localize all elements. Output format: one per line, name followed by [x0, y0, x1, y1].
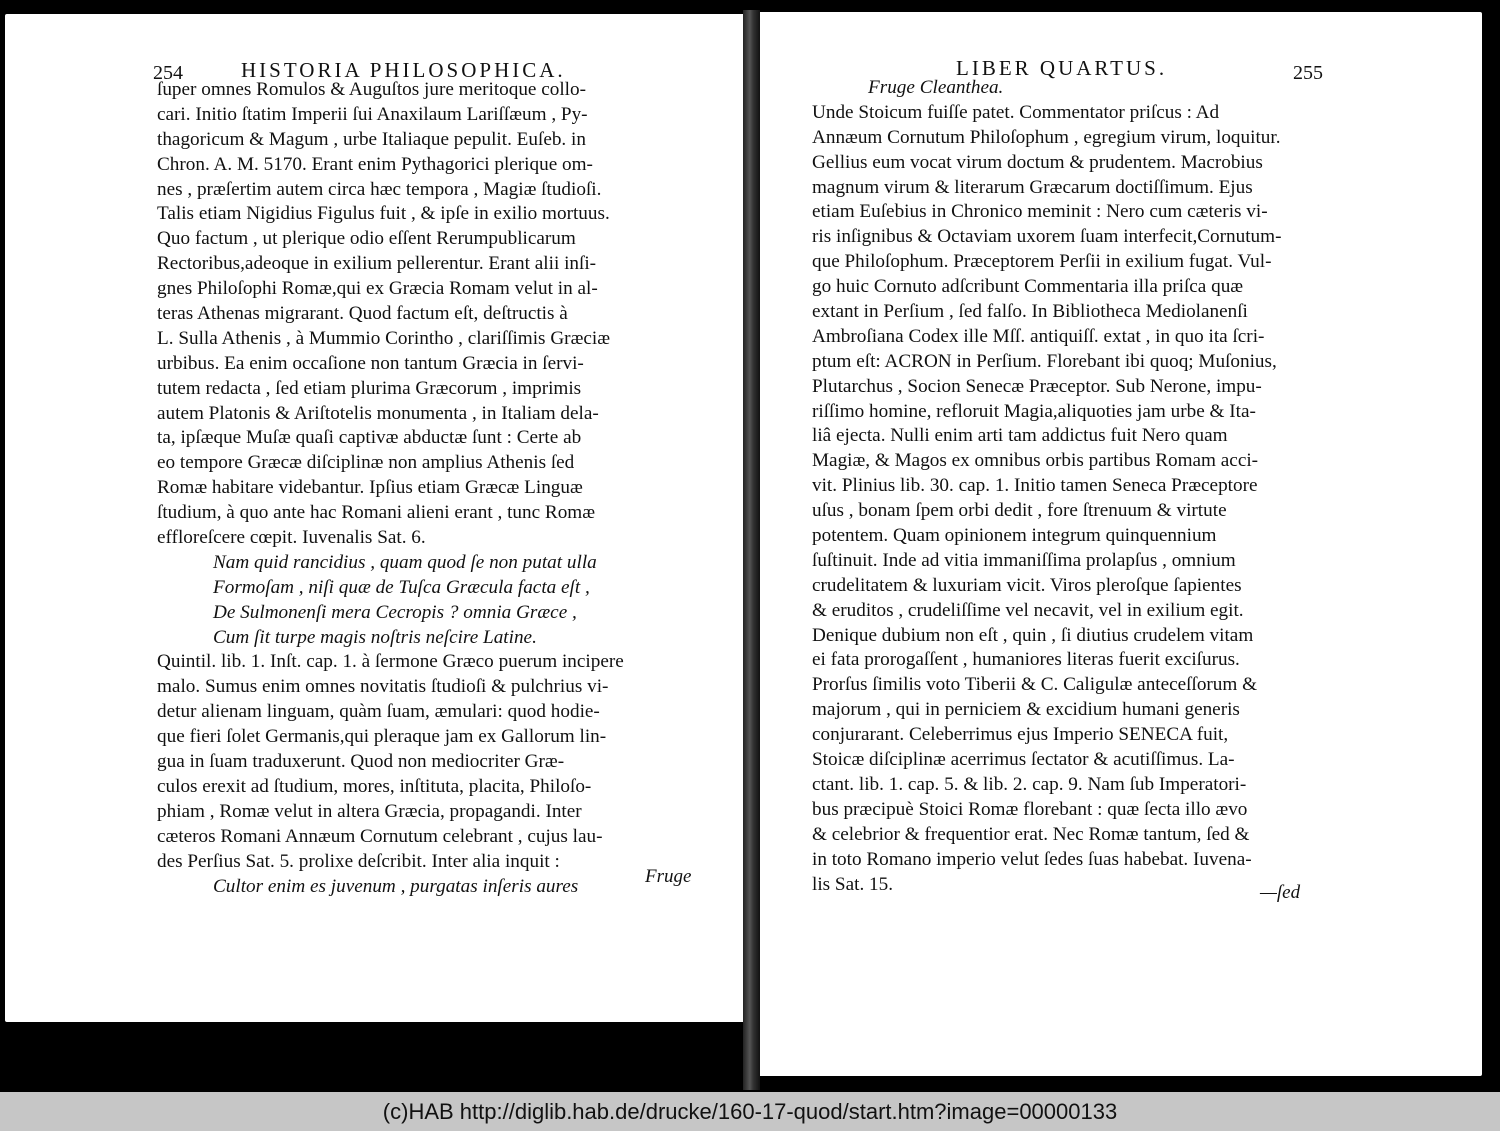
text-line: Quintil. lib. 1. Inſt. cap. 1. à ſermone Græco puerum incipere [157, 651, 624, 673]
right-page [760, 12, 1482, 1076]
text-line: De Sulmonenſi mera Cecropis ? omnia Græce , [213, 601, 577, 623]
text-line: & eruditos , crudeliſſime vel necavit, vel in exilium egit. [812, 599, 1244, 621]
text-line: malo. Sumus enim omnes novitatis ſtudioſi & pulchrius vi- [157, 676, 609, 698]
text-line: Magiæ, & Magos ex omnibus orbis partibus Romam acci- [812, 450, 1259, 472]
text-line: teras Athenas migrarant. Quod factum eſt, deſtructis à [157, 303, 568, 325]
text-line: Gellius eum vocat virum doctum & prudentem. Macrobius [812, 151, 1263, 173]
text-line: des Perſius Sat. 5. prolixe deſcribit. Inter alia inquit : [157, 850, 560, 872]
text-line: extant in Perſium , ſed falſo. In Bibliotheca Mediolanenſi [812, 301, 1248, 323]
text-line: cæteros Romani Annæum Cornutum celebrant , cujus lau- [157, 825, 603, 847]
text-line: Denique dubium non eſt , quin , ſi diutius crudelem vitam [812, 624, 1254, 646]
page-number: 254 [153, 62, 183, 84]
text-line: & celebrior & frequentior erat. Nec Romæ tantum, ſed & [812, 823, 1250, 845]
text-line: Unde Stoicum fuiſſe patet. Commentator priſcus : Ad [812, 101, 1220, 123]
text-line: crudelitatem & luxuriam vicit. Viros pleroſque ſapientes [812, 574, 1242, 596]
text-line: autem Platonis & Ariſtotelis monumenta , in Italiam dela- [157, 402, 599, 424]
text-line: gnes Philoſophi Romæ,qui ex Græcia Romam velut in al- [157, 278, 598, 300]
text-line: Cum ſit turpe magis noſtris neſcire Latine. [213, 626, 537, 648]
text-line: bus præcipuè Stoici Romæ florebant : quæ ſecta illo ævo [812, 798, 1248, 820]
text-line: Formoſam , niſi quæ de Tuſca Græcula facta eſt , [213, 576, 590, 598]
text-line: tutem redacta , ſed etiam plurima Græcorum , imprimis [157, 377, 582, 399]
text-line: Prorſus ſimilis voto Tiberii & C. Caligulæ anteceſſorum & [812, 674, 1258, 696]
text-line: conjurarant. Celeberrimus ejus Imperio SENECA fuit, [812, 724, 1229, 746]
text-line: phiam , Romæ velut in altera Græcia, propagandi. Inter [157, 800, 582, 822]
text-line: Quo factum , ut plerique odio eſſent Rerumpublicarum [157, 228, 576, 250]
catchword: —ſed [1260, 882, 1301, 903]
text-line: ei fata prorogaſſent , humaniores literas fuerit exciſurus. [812, 649, 1240, 671]
text-line: magnum virum & literarum Græcarum doctiſſimum. Ejus [812, 176, 1253, 198]
text-line: Rectoribus,adeoque in exilium pellerentur. Erant alii inſi- [157, 253, 597, 275]
text-line: vit. Plinius lib. 30. cap. 1. Initio tamen Seneca Præceptore [812, 475, 1258, 497]
text-line: ſtudium, à quo ante hac Romani alieni erant , tunc Romæ [157, 502, 596, 524]
text-line: lis Sat. 15. [812, 873, 894, 895]
book-spine [743, 10, 760, 1090]
text-line: ris inſignibus & Octaviam uxorem ſuam interfecit,Cornutum- [812, 226, 1282, 248]
text-line: gua in ſuam traduxerunt. Quod non mediocriter Græ- [157, 751, 565, 773]
text-block [812, 76, 1322, 897]
catchword: Fruge [645, 866, 692, 887]
text-line: ta, ipſæque Muſæ quaſi captivæ abductæ ſunt : Certe ab [157, 427, 582, 449]
text-line: Stoicæ diſciplinæ acerrimus ſectator & acutiſſimus. La- [812, 749, 1235, 771]
text-line: effloreſcere cœpit. Iuvenalis Sat. 6. [157, 527, 426, 549]
text-line: Nam quid rancidius , quam quod ſe non putat ulla [213, 551, 597, 573]
text-line: in toto Romano imperio velut ſedes ſuas habebat. Iuvena- [812, 848, 1252, 870]
text-line: L. Sulla Athenis , à Mummio Corintho , clariſſimis Græciæ [157, 327, 611, 349]
text-line: ſuper omnes Romulos & Auguſtos jure meritoque collo- [157, 79, 587, 100]
text-line: go huic Cornuto adſcribunt Commentaria illa priſca quæ [812, 276, 1244, 298]
text-line: riſſimo homine, refloruit Magia,aliquoties jam urbe & Ita- [812, 400, 1256, 422]
text-block [157, 78, 717, 899]
left-page [5, 14, 743, 1022]
text-line: cari. Initio ſtatim Imperii ſui Anaxilaum Lariſſæum , Py- [157, 103, 588, 125]
running-head: HISTORIA PHILOSOPHICA. [241, 58, 566, 82]
running-head: LIBER QUARTUS. [956, 56, 1168, 80]
text-line: Fruge Cleanthea. [868, 77, 1004, 98]
text-line: que Philoſophum. Præceptorem Perſii in exilium fugat. Vul- [812, 251, 1272, 273]
text-line: majorum , qui in perniciem & excidium humani generis [812, 699, 1240, 721]
text-line: ptum eſt: ACRON in Perſium. Florebant ibi quoq; Muſonius, [812, 350, 1277, 372]
text-line: detur alienam linguam, quàm ſuam, æmulari: quod hodie- [157, 701, 600, 723]
text-line: uſus , bonam ſpem orbi dedit , fore ſtrenuum & virtute [812, 500, 1227, 522]
text-line: thagoricum & Magum , urbe Italiaque pepulit. Euſeb. in [157, 128, 586, 150]
text-line: Annæum Cornutum Philoſophum , egregium virum, loquitur. [812, 126, 1281, 148]
text-line: Talis etiam Nigidius Figulus fuit , & ipſe in exilio mortuus. [157, 203, 610, 225]
text-line: liâ ejecta. Nulli enim arti tam addictus fuit Nero quam [812, 425, 1228, 447]
text-line: culos erexit ad ſtudium, mores, inſtituta, placita, Philoſo- [157, 775, 592, 797]
page-number: 255 [1293, 62, 1323, 84]
text-line: etiam Euſebius in Chronico meminit : Nero cum cæteris vi- [812, 201, 1268, 223]
text-line: eo tempore Græcæ diſciplinæ non amplius Athenis ſed [157, 452, 575, 474]
text-line: Plutarchus , Socion Senecæ Præceptor. Sub Nerone, impu- [812, 375, 1262, 397]
text-line: Cultor enim es juvenum , purgatas inſeris aures [213, 875, 579, 897]
text-line: Romæ habitare videbantur. Ipſius etiam Græcæ Linguæ [157, 477, 583, 499]
text-line: que fieri ſolet Germanis,qui pleraque jam ex Gallorum lin- [157, 726, 607, 748]
text-line: ſuſtinuit. Inde ad vitia immaniſſima prolapſus , omnium [812, 549, 1236, 571]
copyright-footer: (c)HAB http://diglib.hab.de/drucke/160-17-quod/start.htm?image=00000133 [0, 1092, 1500, 1131]
text-line: urbibus. Ea enim occaſione non tantum Græcia in ſervi- [157, 352, 584, 374]
text-line: Chron. A. M. 5170. Erant enim Pythagorici plerique om- [157, 153, 593, 175]
text-line: nes , præſertim autem circa hæc tempora , Magiæ ſtudioſi. [157, 178, 602, 200]
text-line: ctant. lib. 1. cap. 5. & lib. 2. cap. 9. Nam ſub Imperatori- [812, 773, 1247, 795]
text-line: potentem. Quam opinionem integrum quinquennium [812, 525, 1217, 547]
text-line: Ambroſiana Codex ille Mſſ. antiquiſſ. extat , in quo ita ſcri- [812, 325, 1265, 347]
